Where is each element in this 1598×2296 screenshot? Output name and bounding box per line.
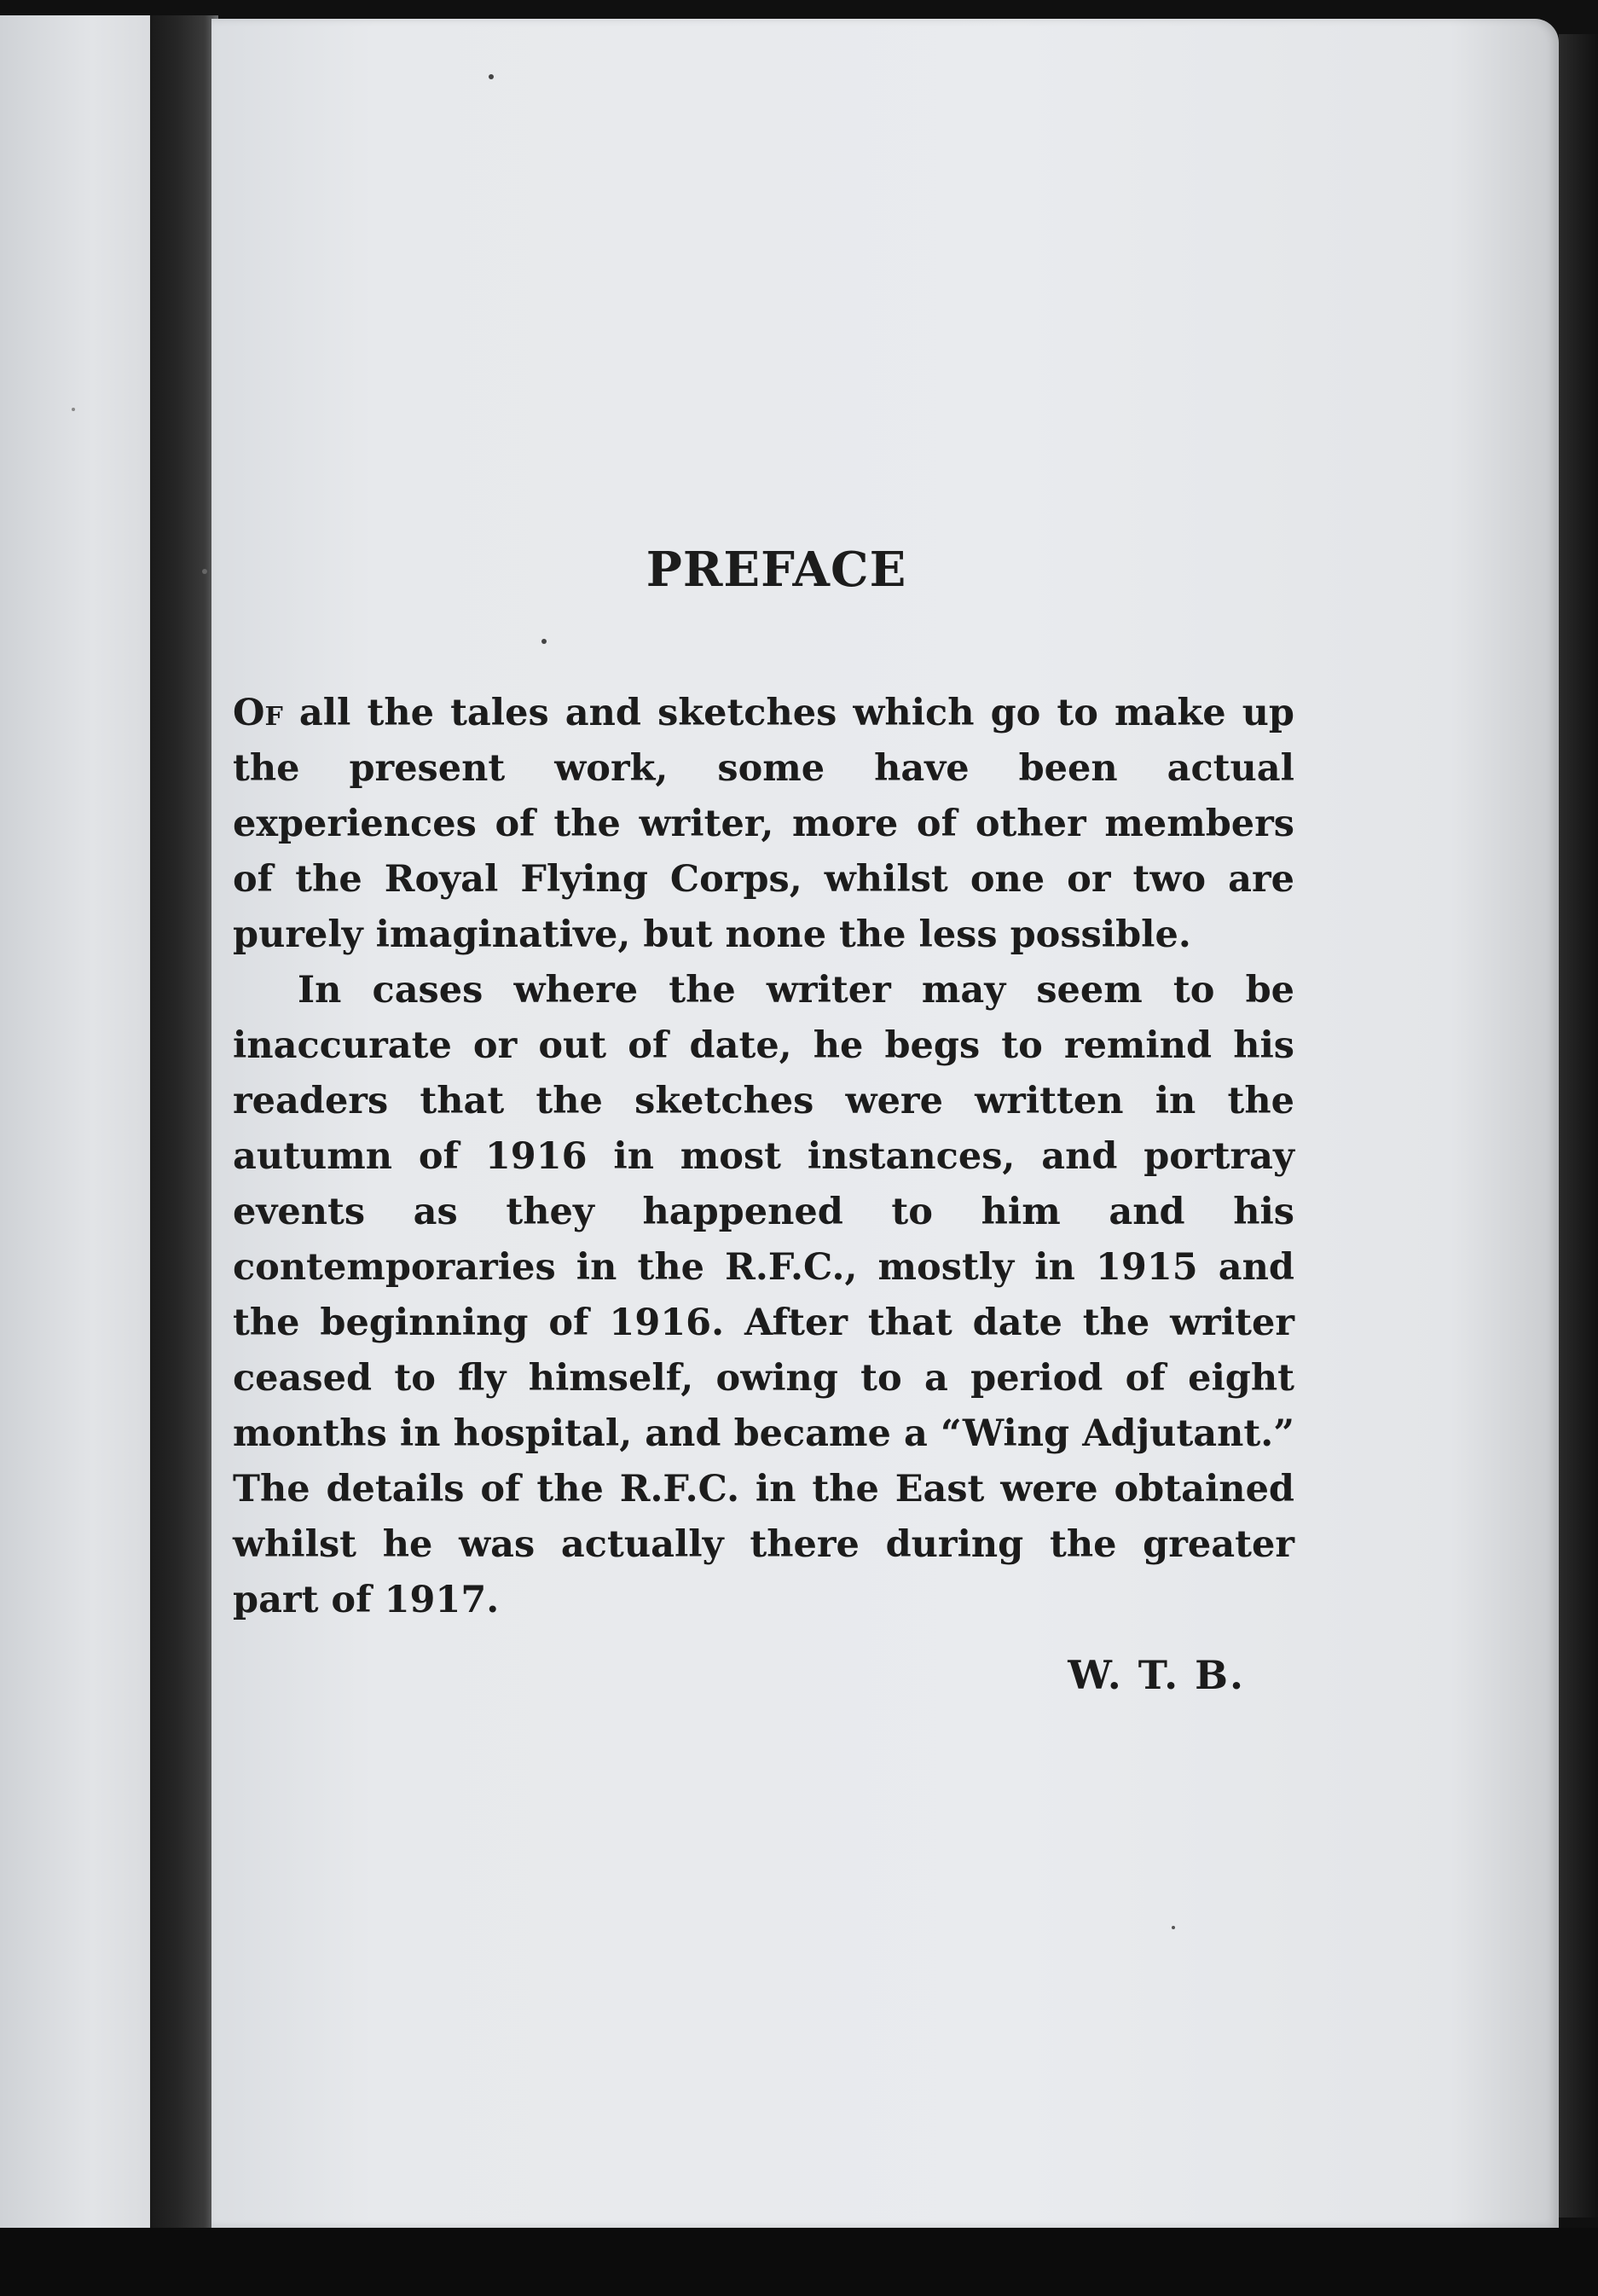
- page-edge-shadow: [1559, 34, 1598, 2218]
- paragraph-1: [233, 686, 1294, 963]
- paragraph-lead-word: Of: [233, 692, 283, 734]
- author-initials: W. T. B.: [1068, 1652, 1245, 1698]
- paragraph-body: all the tales and sketches which go to make up the present work, some have been actual experiences of the writer, more of other members of the Royal Flying Corps, whilst one or two are purely imaginative, but none the less possible.: [233, 692, 1294, 956]
- paragraph-body: In cases where the writer may seem to be inaccurate or out of date, he begs to remind his readers that the sketches were written in the autumn of 1916 in most instances, and portray events as they happened to him and his contemporaries in the R.F.C., mostly in 1915 and the beginning of 1916. After that date the writer ceased to fly himself, owing to a period of eight months in hospital, and became a “Wing Adjutant.” The details of the R.F.C. in the East were obtained whilst he was actually there during the greater part of 1917.: [233, 969, 1294, 1621]
- paragraph-2: [233, 963, 1294, 1628]
- page-title: PREFACE: [646, 542, 907, 598]
- preface-text-block: [233, 542, 1294, 1698]
- scan-bottom-border: [0, 2228, 1598, 2296]
- book-gutter: [150, 15, 218, 2233]
- facing-page-edge: [0, 15, 153, 2233]
